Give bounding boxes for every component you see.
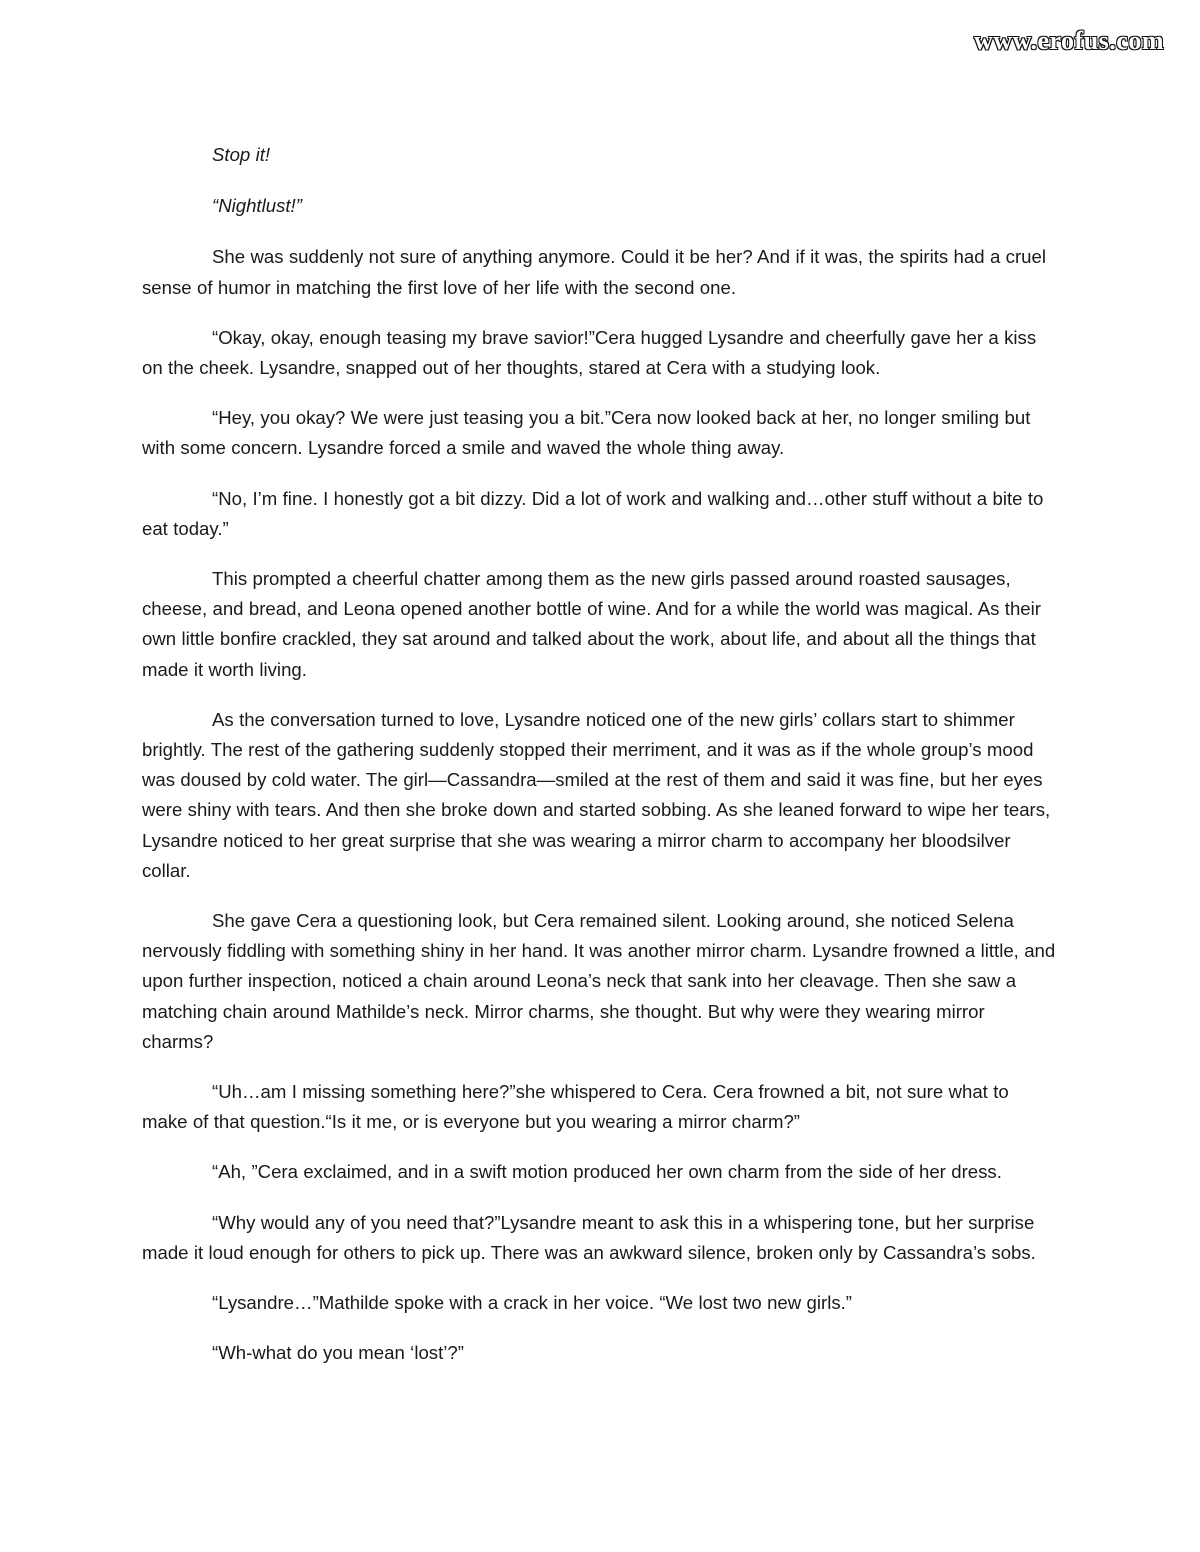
paragraph: “No, I’m fine. I honestly got a bit dizzy. Did a lot of work and walking and…other stuff without a bite to eat today.” — [142, 487, 1044, 539]
paragraph: “Wh-what do you mean ‘lost’?” — [212, 1342, 464, 1364]
watermark-logo: www.erofus.com — [974, 26, 1164, 55]
paragraph: “Okay, okay, enough teasing my brave savior!”Cera hugged Lysandre and cheerfully gave her a kiss on the cheek. Lysandre, snapped out of her thoughts, stared at Cera with a studying look. — [142, 326, 1037, 379]
paragraph: “Uh…am I missing something here?”she whispered to Cera. Cera frowned a bit, not sure what to make of that question.“Is it me, or is everyone but you wearing a mirror charm?” — [142, 1081, 1009, 1133]
paragraph: As the conversation turned to love, Lysandre noticed one of the new girls’ collars start to shimmer brightly. The rest of the gathering suddenly stopped their merriment, and it was as if the whole group’s mood was doused by cold water. The girl—Cassandra—smiled at the rest of them and said it was fine, but her eyes were shiny with tears. And then she broke down and started sobbing. As she leaned forward to wipe her tears, Lysandre noticed to her great surprise that she was wearing a mirror charm to accompany her bloodsilver collar. — [142, 708, 1051, 881]
document-page — [142, 140, 1058, 1389]
paragraph: She gave Cera a questioning look, but Cera remained silent. Looking around, she noticed Selena nervously fiddling with something shiny in her hand. It was another mirror charm. Lysandre frowned a little, and upon further inspection, noticed a chain around Leona’s neck that sank into her cleavage. Then she saw a matching chain around Mathilde’s neck. Mirror charms, she thought. But why were they wearing mirror charms? — [142, 910, 1056, 1052]
paragraph-nightlust: “Nightlust!” — [212, 195, 302, 217]
paragraph: She was suddenly not sure of anything anymore. Could it be her? And if it was, the spirits had a cruel sense of humor in matching the first love of her life with the second one. — [142, 246, 1046, 298]
paragraph: This prompted a cheerful chatter among them as the new girls passed around roasted sausages, cheese, and bread, and Leona opened another bottle of wine. And for a while the world was magical. As their own little bonfire crackled, they sat around and talked about the work, about life, and about all the things that made it worth living. — [142, 568, 1041, 680]
paragraph: “Lysandre…”Mathilde spoke with a crack in her voice. “We lost two new girls.” — [212, 1292, 852, 1314]
paragraph: “Ah, ”Cera exclaimed, and in a swift motion produced her own charm from the side of her dress. — [212, 1161, 1002, 1183]
paragraph: “Why would any of you need that?”Lysandre meant to ask this in a whispering tone, but her surprise made it loud enough for others to pick up. There was an awkward silence, broken only by Cassandra’s sobs. — [142, 1211, 1036, 1263]
paragraph-stop-it: Stop it! — [212, 144, 271, 165]
paragraph: “Hey, you okay? We were just teasing you a bit.”Cera now looked back at her, no longer smiling but with some concern. Lysandre forced a smile and waved the whole thing away. — [142, 407, 1031, 459]
